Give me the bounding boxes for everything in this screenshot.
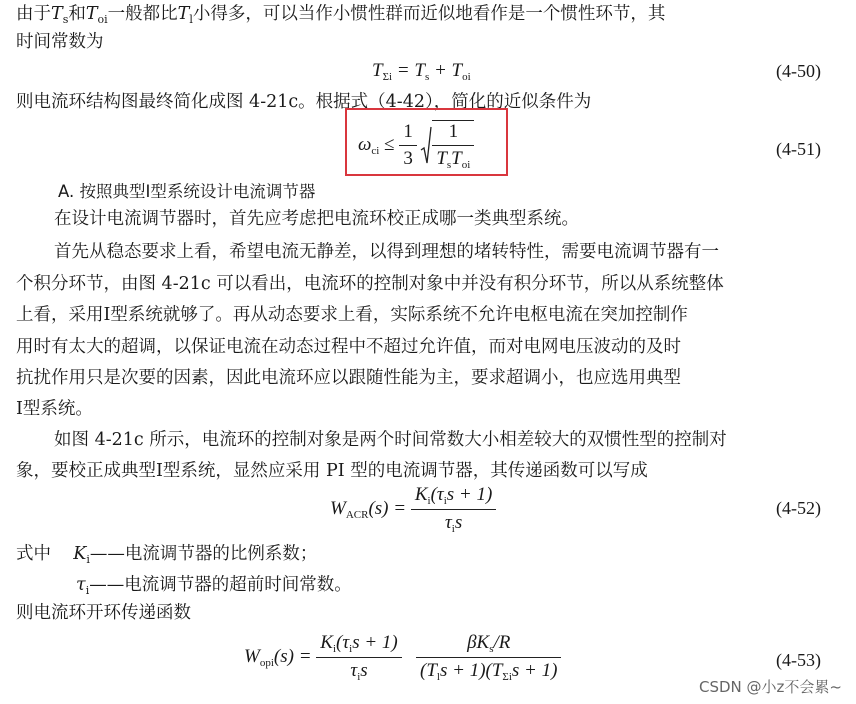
equation-number-4-51: (4-51) [776,139,821,159]
fraction-acr: $\frac{K_i(\tau_is + 1)}{\tau_is}$ [411,484,497,535]
equation-number-4-52: (4-52) [776,498,821,518]
equation-4-51: $\omega_{ci}$ ≤ $\frac{1}{3}$ $\frac{1}{T_sT_{oi}}$ [358,120,474,171]
paragraph-4-line-6: Ⅰ型系统。 [16,399,93,419]
definition-tau: $\tau_i——$电流调节器的超前时间常数。 [76,575,352,597]
fraction-plant: $\frac{\beta K_s/R}{(T_ls + 1)(T_{\Sigma i}s + 1)}$ [416,632,561,683]
fraction-sqrt-inner: $\frac{1}{T_sT_{oi}}$ [432,120,474,171]
paragraph-6: 则电流环开环传递函数 [16,603,191,623]
paragraph-4-line-2: 个积分环节，由图 4-21c 可以看出，电流环的控制对象中并没有积分环节，所以从系统整体 [16,274,724,294]
equation-4-50: $T_{\Sigma i} = T_s + T_{oi}$ [372,60,471,83]
paragraph-2: 则电流环结构图最终简化成图 4-21c。根据式（4-42），简化的近似条件为 [16,92,592,112]
equation-4-53: $W_{opi}(s)$ = $\frac{K_i(\tau_is + 1)}{\tau_is}$ $\frac{\beta K_s/R}{(T_ls + 1)(T_{\Sigma i}s + 1)}$ [244,632,561,683]
paragraph-1-line-2: 时间常数为 [16,32,104,52]
watermark: CSDN @小z不会累~ [699,678,842,696]
equation-number-4-53: (4-53) [776,650,821,670]
paragraph-4-line-4: 用时有太大的超调，以保证电流在动态过程中不超过允许值，而对电网电压波动的及时 [16,337,681,357]
paragraph-1-line-1: 由于$T_s$和$T_{oi}$一般都比$T_l$小得多，可以当作小惯性群而近似地看作是一个惯性环节，其 [16,4,666,26]
equation-4-52: $W_{ACR}(s)$ = $\frac{K_i(\tau_is + 1)}{\tau_is}$ [330,484,496,535]
fraction-one-third: $\frac{1}{3}$ [399,121,417,170]
section-heading-a: A. 按照典型Ⅰ型系统设计电流调节器 [58,182,316,201]
paragraph-3: 在设计电流调节器时，首先应考虑把电流环校正成哪一类典型系统。 [54,209,579,229]
fraction-pi: $\frac{K_i(\tau_is + 1)}{\tau_is}$ [316,632,402,683]
paragraph-4-line-1: 首先从稳态要求上看，希望电流无静差，以得到理想的堵转特性，需要电流调节器有一 [54,242,719,262]
sqrt-icon [420,126,432,166]
definition-ki: 式中 $K_i——$电流调节器的比例系数； [16,544,318,566]
equation-number-4-50: (4-50) [776,61,821,81]
paragraph-5-line-1: 如图 4-21c 所示，电流环的控制对象是两个时间常数大小相差较大的双惯性型的控制对 [54,430,727,450]
paragraph-5-line-2: 象，要校正成典型Ⅰ型系统，显然应采用 PI 型的电流调节器，其传递函数可以写成 [16,461,648,481]
paragraph-4-line-5: 抗扰作用只是次要的因素，因此电流环应以跟随性能为主，要求超调小，也应选用典型 [16,368,681,388]
paragraph-4-line-3: 上看，采用Ⅰ型系统就够了。再从动态要求上看，实际系统不允许电枢电流在突加控制作 [16,305,688,325]
